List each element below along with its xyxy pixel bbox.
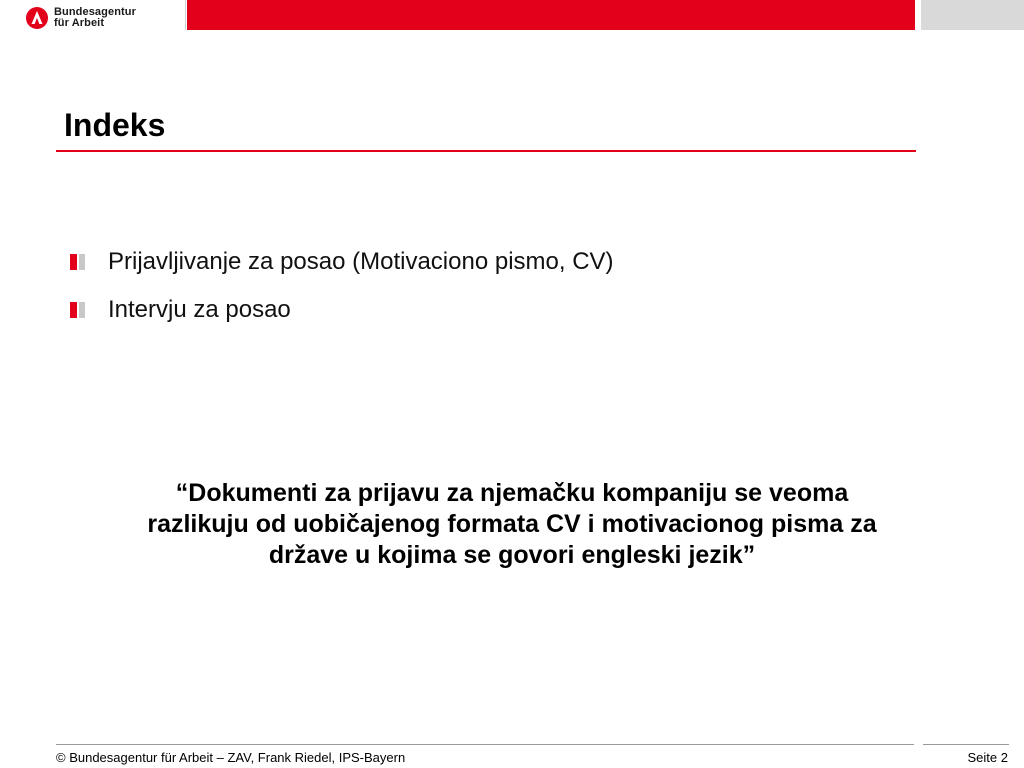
quote-line: razlikuju od uobičajenog formata CV i motivacionog pisma za	[147, 510, 877, 538]
bullet-item	[70, 238, 614, 286]
logo-line-1: Bundesagentur	[54, 6, 136, 18]
quote-line: države u kojima se govori engleski jezik”	[268, 541, 756, 569]
slide-title: Indeks	[64, 107, 166, 143]
quote-line: “Dokumenti za prijavu za njemačku kompaniju se veoma	[175, 479, 849, 507]
title-underline	[56, 150, 916, 152]
quote-block	[40, 478, 984, 571]
header-divider	[185, 0, 186, 30]
bullet-icon	[70, 254, 86, 270]
agency-logo	[26, 7, 136, 29]
footer-rule-right	[923, 744, 1009, 745]
agency-logo-text	[54, 7, 136, 29]
header-red-bar	[187, 0, 915, 30]
footer-rule	[56, 744, 914, 745]
bullet-list	[70, 238, 614, 334]
bullet-item	[70, 286, 614, 334]
bullet-text: Intervju za posao	[108, 296, 291, 323]
logo-line-2: für Arbeit	[54, 17, 105, 29]
bullet-icon	[70, 302, 86, 318]
agency-logo-icon	[26, 7, 48, 29]
header-gray-bar	[921, 0, 1024, 30]
bullet-text: Prijavljivanje za posao (Motivaciono pismo, CV)	[108, 248, 614, 275]
footer-copyright: © Bundesagentur für Arbeit – ZAV, Frank Riedel, IPS-Bayern	[56, 750, 406, 765]
page-number: Seite 2	[967, 750, 1008, 765]
